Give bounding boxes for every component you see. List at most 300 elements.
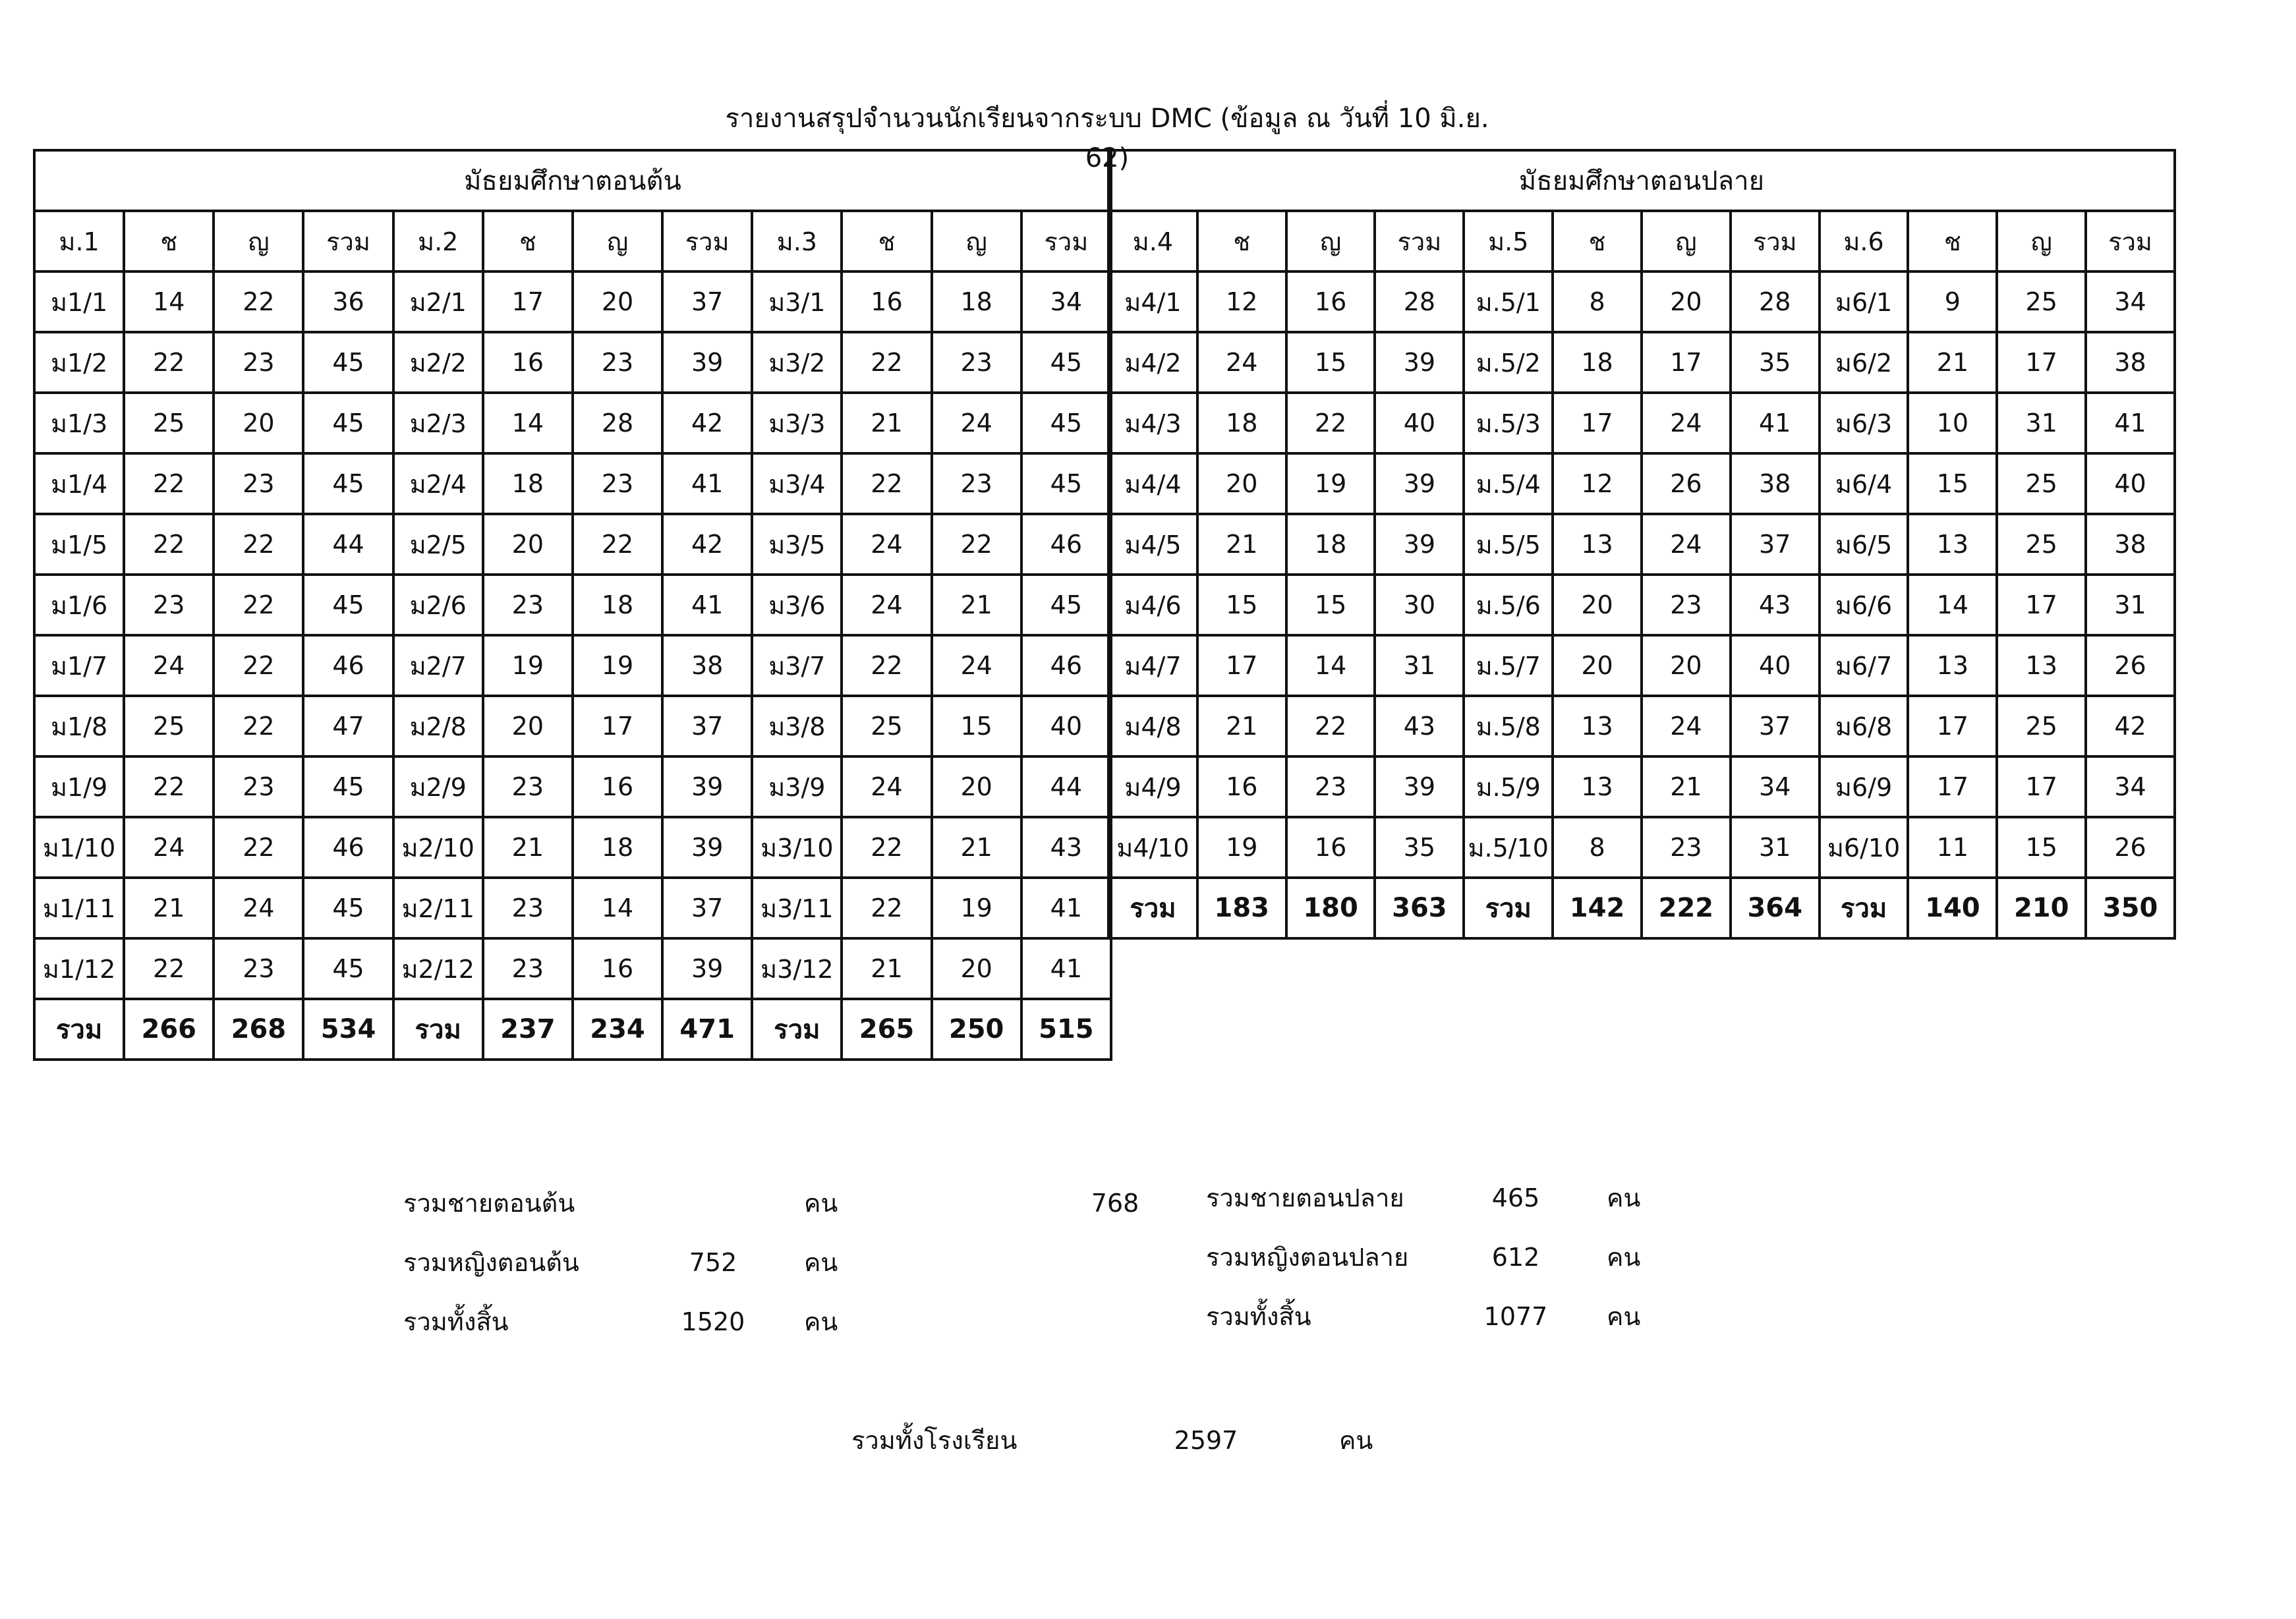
table-cell: 25: [842, 696, 931, 756]
table-cell: 23: [214, 332, 303, 393]
table-cell: ม.5/6: [1464, 575, 1553, 635]
summary-label: รวมชายตอนปลาย: [1206, 1183, 1404, 1212]
table-cell: ม1/10: [34, 817, 124, 878]
table-cell: 24: [214, 878, 303, 938]
column-header-row: [34, 211, 1111, 271]
table-row: [34, 696, 1111, 756]
table-cell: 21: [1908, 332, 1997, 393]
table-cell: ม3/9: [752, 756, 842, 817]
table-cell: ม2/2: [393, 332, 483, 393]
table-cell: 23: [483, 756, 573, 817]
table-cell: 13: [1997, 635, 2086, 696]
table-cell: ญ: [214, 211, 303, 271]
table-cell: 23: [214, 756, 303, 817]
table-cell: ม1/2: [34, 332, 124, 393]
table-cell: 22: [124, 332, 214, 393]
table-cell: 45: [303, 756, 393, 817]
table-cell: 15: [1286, 332, 1375, 393]
table-row: [34, 575, 1111, 635]
table-cell: 16: [573, 938, 662, 999]
summary-upper-girls: [1206, 1240, 1733, 1274]
table-cell: 45: [303, 332, 393, 393]
table-cell: 23: [1642, 817, 1731, 878]
table-cell: ม.5/5: [1464, 514, 1553, 575]
table-cell: 13: [1553, 514, 1642, 575]
table-cell: ม.6: [1820, 211, 1909, 271]
table-cell: 40: [1375, 393, 1464, 453]
table-cell: 45: [1021, 332, 1111, 393]
table-cell: 39: [1375, 453, 1464, 514]
table-cell: 14: [124, 271, 214, 332]
table-cell: 265: [842, 999, 931, 1060]
summary-value: 612: [1491, 1243, 1540, 1272]
table-cell: 18: [483, 453, 573, 514]
table-cell: 40: [2086, 453, 2175, 514]
table-cell: 25: [124, 393, 214, 453]
table-cell: 18: [932, 271, 1021, 332]
summary-lower-total: [403, 1305, 931, 1339]
summary-unit: คน: [1607, 1302, 1641, 1331]
table-cell: 14: [1908, 575, 1997, 635]
table-cell: 17: [1908, 756, 1997, 817]
table-cell: ม2/3: [393, 393, 483, 453]
table-cell: 45: [1021, 393, 1111, 453]
table-cell: 40: [1731, 635, 1820, 696]
table-cell: ม4/5: [1108, 514, 1197, 575]
table-cell: ม.5/2: [1464, 332, 1553, 393]
table-cell: 42: [2086, 696, 2175, 756]
table-cell: 23: [483, 575, 573, 635]
table-row: [34, 635, 1111, 696]
table-cell: 24: [1642, 393, 1731, 453]
table-cell: 31: [1375, 635, 1464, 696]
table-cell: 22: [124, 453, 214, 514]
table-cell: 23: [214, 938, 303, 999]
table-cell: ม3/2: [752, 332, 842, 393]
table-cell: 31: [1731, 817, 1820, 878]
summary-unit: คน: [804, 1189, 838, 1218]
table-cell: 15: [1997, 817, 2086, 878]
table-cell: 37: [1731, 696, 1820, 756]
table-cell: ม.5: [1464, 211, 1553, 271]
table-cell: 24: [842, 575, 931, 635]
table-cell: 17: [1908, 696, 1997, 756]
table-cell: 30: [1375, 575, 1464, 635]
grand-total-label: รวมทั้งโรงเรียน: [851, 1426, 1018, 1455]
totals-row: [1108, 878, 2175, 938]
table-cell: ช: [483, 211, 573, 271]
table-cell: ม3/5: [752, 514, 842, 575]
table-cell: 46: [303, 635, 393, 696]
table-cell: 23: [932, 332, 1021, 393]
table-cell: 47: [303, 696, 393, 756]
table-cell: 46: [1021, 514, 1111, 575]
table-cell: 22: [932, 514, 1021, 575]
table-cell: 22: [842, 332, 931, 393]
table-cell: 19: [573, 635, 662, 696]
table-cell: ช: [842, 211, 931, 271]
table-cell: รวม: [1108, 878, 1197, 938]
table-cell: ม1/5: [34, 514, 124, 575]
table-cell: 17: [1197, 635, 1286, 696]
table-cell: 28: [1731, 271, 1820, 332]
table-cell: ม1/3: [34, 393, 124, 453]
table-cell: รวม: [1021, 211, 1111, 271]
table-cell: 39: [662, 817, 752, 878]
table-cell: 16: [1286, 817, 1375, 878]
table-cell: 21: [932, 817, 1021, 878]
table-cell: 534: [303, 999, 393, 1060]
table-cell: 46: [1021, 635, 1111, 696]
totals-row: [34, 999, 1111, 1060]
table-cell: 21: [842, 938, 931, 999]
table-cell: 20: [1642, 271, 1731, 332]
table-cell: 22: [842, 453, 931, 514]
table-cell: 12: [1553, 453, 1642, 514]
table-row: [34, 332, 1111, 393]
table-cell: 515: [1021, 999, 1111, 1060]
summary-value: 752: [689, 1248, 737, 1277]
table-cell: 26: [2086, 817, 2175, 878]
table-cell: ม4/7: [1108, 635, 1197, 696]
table-row: [1108, 817, 2175, 878]
table-cell: 37: [662, 878, 752, 938]
table-cell: รวม: [752, 999, 842, 1060]
summary-label: รวมทั้งสิ้น: [403, 1307, 509, 1336]
table-cell: 16: [842, 271, 931, 332]
table-cell: 26: [1642, 453, 1731, 514]
table-cell: 25: [124, 696, 214, 756]
table-cell: รวม: [1464, 878, 1553, 938]
table-cell: 350: [2086, 878, 2175, 938]
table-cell: 34: [1731, 756, 1820, 817]
table-cell: 19: [483, 635, 573, 696]
table-cell: ม.3: [752, 211, 842, 271]
table-row: [1108, 453, 2175, 514]
table-cell: 471: [662, 999, 752, 1060]
table-cell: ม3/8: [752, 696, 842, 756]
table-cell: ม1/1: [34, 271, 124, 332]
table-row: [34, 271, 1111, 332]
table-cell: ม4/3: [1108, 393, 1197, 453]
table-cell: 25: [1997, 696, 2086, 756]
grand-total: [851, 1423, 1412, 1458]
table-cell: 13: [1553, 756, 1642, 817]
table-cell: 21: [1197, 696, 1286, 756]
table-cell: 22: [842, 878, 931, 938]
table-cell: 41: [2086, 393, 2175, 453]
table-cell: 10: [1908, 393, 1997, 453]
table-cell: 20: [932, 938, 1021, 999]
table-cell: ช: [1553, 211, 1642, 271]
table-cell: 17: [1553, 393, 1642, 453]
table-row: [34, 756, 1111, 817]
table-cell: 20: [932, 756, 1021, 817]
table-cell: 38: [1731, 453, 1820, 514]
table-cell: 24: [1197, 332, 1286, 393]
table-cell: 16: [483, 332, 573, 393]
table-row: [1108, 575, 2175, 635]
table-cell: 45: [303, 575, 393, 635]
summary-label: รวมชายตอนต้น: [403, 1189, 575, 1218]
table-cell: 21: [483, 817, 573, 878]
table-cell: 222: [1642, 878, 1731, 938]
table-cell: ม2/12: [393, 938, 483, 999]
table-cell: ม3/4: [752, 453, 842, 514]
table-cell: 268: [214, 999, 303, 1060]
table-cell: ม.5/9: [1464, 756, 1553, 817]
table-cell: 45: [303, 938, 393, 999]
table-cell: ม1/9: [34, 756, 124, 817]
table-cell: ม.2: [393, 211, 483, 271]
table-cell: 12: [1197, 271, 1286, 332]
table-cell: ม6/8: [1820, 696, 1909, 756]
table-cell: 22: [842, 817, 931, 878]
table-cell: 35: [1731, 332, 1820, 393]
table-cell: รวม: [1731, 211, 1820, 271]
table-cell: ม3/11: [752, 878, 842, 938]
table-cell: ม2/5: [393, 514, 483, 575]
table-cell: 183: [1197, 878, 1286, 938]
table-cell: ม.5/8: [1464, 696, 1553, 756]
summary-value: 1520: [681, 1307, 745, 1336]
grand-total-value: 2597: [1174, 1426, 1238, 1455]
table-cell: 23: [214, 453, 303, 514]
table-cell: 22: [573, 514, 662, 575]
table-cell: 24: [932, 635, 1021, 696]
table-cell: รวม: [303, 211, 393, 271]
table-cell: ม4/4: [1108, 453, 1197, 514]
summary-label: รวมทั้งสิ้น: [1206, 1302, 1311, 1331]
table-cell: 18: [1286, 514, 1375, 575]
table-cell: 16: [573, 756, 662, 817]
table-cell: 41: [662, 453, 752, 514]
table-cell: 21: [124, 878, 214, 938]
table-cell: 17: [483, 271, 573, 332]
table-cell: ม3/3: [752, 393, 842, 453]
table-row: [34, 817, 1111, 878]
table-row: [1108, 696, 2175, 756]
table-cell: ม1/7: [34, 635, 124, 696]
table-cell: ม1/12: [34, 938, 124, 999]
grand-total-unit: คน: [1339, 1426, 1373, 1455]
table-cell: 15: [932, 696, 1021, 756]
table-cell: 9: [1908, 271, 1997, 332]
table-cell: 15: [1908, 453, 1997, 514]
table-cell: 18: [573, 817, 662, 878]
table-cell: รวม: [1375, 211, 1464, 271]
table-cell: 21: [1197, 514, 1286, 575]
table-cell: 11: [1908, 817, 1997, 878]
table-cell: 17: [1997, 575, 2086, 635]
table-cell: 20: [483, 696, 573, 756]
table-cell: ม1/4: [34, 453, 124, 514]
table-cell: 19: [1197, 817, 1286, 878]
table-cell: 140: [1908, 878, 1997, 938]
summary-unit: คน: [804, 1248, 838, 1277]
table-cell: 22: [124, 938, 214, 999]
table-cell: รวม: [393, 999, 483, 1060]
table-cell: ช: [1908, 211, 1997, 271]
table-row: [34, 938, 1111, 999]
table-cell: 41: [1021, 878, 1111, 938]
table-cell: 14: [1286, 635, 1375, 696]
table-cell: 22: [214, 575, 303, 635]
summary-unit: คน: [1607, 1183, 1641, 1212]
table-cell: 21: [932, 575, 1021, 635]
table-cell: 14: [573, 878, 662, 938]
table-cell: 45: [1021, 575, 1111, 635]
table-cell: 142: [1553, 878, 1642, 938]
table-cell: 34: [2086, 756, 2175, 817]
table-cell: 41: [1731, 393, 1820, 453]
table-cell: ม2/6: [393, 575, 483, 635]
table-cell: 22: [214, 696, 303, 756]
table-cell: ม.5/10: [1464, 817, 1553, 878]
table-cell: 24: [124, 817, 214, 878]
table-cell: 17: [573, 696, 662, 756]
table-cell: 20: [1553, 635, 1642, 696]
table-cell: ม4/1: [1108, 271, 1197, 332]
table-cell: 22: [214, 271, 303, 332]
table-cell: 41: [662, 575, 752, 635]
table-cell: 22: [1286, 393, 1375, 453]
table-cell: 37: [662, 271, 752, 332]
table-cell: 31: [1997, 393, 2086, 453]
table-row: [1108, 756, 2175, 817]
table-cell: 20: [1197, 453, 1286, 514]
table-cell: ม3/10: [752, 817, 842, 878]
summary-lower-boys: [403, 1186, 1139, 1220]
table-cell: ม1/8: [34, 696, 124, 756]
table-cell: 24: [842, 514, 931, 575]
table-cell: รวม: [662, 211, 752, 271]
table-cell: รวม: [1820, 878, 1909, 938]
table-cell: ม6/5: [1820, 514, 1909, 575]
summary-unit: คน: [804, 1307, 838, 1336]
summary-unit: คน: [1607, 1243, 1641, 1272]
table-cell: ม2/7: [393, 635, 483, 696]
table-cell: 21: [842, 393, 931, 453]
table-cell: 15: [1286, 575, 1375, 635]
table-cell: ม.5/3: [1464, 393, 1553, 453]
table-cell: ม4/10: [1108, 817, 1197, 878]
table-cell: 22: [124, 514, 214, 575]
table-cell: ม.1: [34, 211, 124, 271]
table-row: [1108, 635, 2175, 696]
table-cell: ม1/6: [34, 575, 124, 635]
table-cell: 19: [1286, 453, 1375, 514]
table-cell: 35: [1375, 817, 1464, 878]
table-cell: 45: [1021, 453, 1111, 514]
table-cell: 24: [842, 756, 931, 817]
table-cell: 23: [573, 332, 662, 393]
table-cell: ม6/10: [1820, 817, 1909, 878]
section-header-upper: มัธยมศึกษาตอนปลาย: [1108, 150, 2175, 211]
table-cell: 37: [662, 696, 752, 756]
summary-value: 768: [1091, 1189, 1139, 1218]
table-cell: 42: [662, 514, 752, 575]
table-cell: 8: [1553, 817, 1642, 878]
table-cell: ญ: [932, 211, 1021, 271]
table-cell: ญ: [1286, 211, 1375, 271]
table-cell: ญ: [573, 211, 662, 271]
table-cell: 39: [662, 332, 752, 393]
table-cell: ม4/9: [1108, 756, 1197, 817]
table-cell: 28: [573, 393, 662, 453]
table-cell: 364: [1731, 878, 1820, 938]
table-cell: 20: [1553, 575, 1642, 635]
table-cell: ช: [124, 211, 214, 271]
table-cell: 363: [1375, 878, 1464, 938]
summary-label: รวมหญิงตอนต้น: [403, 1248, 579, 1277]
table-cell: 22: [214, 635, 303, 696]
table-cell: 20: [214, 393, 303, 453]
table-cell: 34: [1021, 271, 1111, 332]
table-cell: 18: [1197, 393, 1286, 453]
table-cell: 22: [214, 514, 303, 575]
table-cell: ม3/6: [752, 575, 842, 635]
table-cell: 21: [1642, 756, 1731, 817]
table-cell: 180: [1286, 878, 1375, 938]
table-row: [1108, 393, 2175, 453]
table-cell: 45: [303, 878, 393, 938]
table-cell: 22: [124, 756, 214, 817]
lower-secondary-table: [33, 149, 1112, 1061]
table-cell: 39: [1375, 756, 1464, 817]
table-cell: ม2/11: [393, 878, 483, 938]
table-cell: 25: [1997, 514, 2086, 575]
table-cell: 20: [1642, 635, 1731, 696]
table-cell: 36: [303, 271, 393, 332]
table-cell: 24: [1642, 514, 1731, 575]
table-cell: ม2/1: [393, 271, 483, 332]
table-cell: ม6/6: [1820, 575, 1909, 635]
table-row: [34, 453, 1111, 514]
table-cell: ม.5/7: [1464, 635, 1553, 696]
table-cell: 14: [483, 393, 573, 453]
table-cell: 42: [662, 393, 752, 453]
table-cell: 43: [1731, 575, 1820, 635]
table-cell: 24: [1642, 696, 1731, 756]
table-cell: ม2/4: [393, 453, 483, 514]
table-cell: ม2/8: [393, 696, 483, 756]
table-cell: ม4/8: [1108, 696, 1197, 756]
table-cell: 8: [1553, 271, 1642, 332]
table-cell: 210: [1997, 878, 2086, 938]
table-cell: 25: [1997, 271, 2086, 332]
table-cell: ม6/7: [1820, 635, 1909, 696]
table-cell: ม6/9: [1820, 756, 1909, 817]
table-cell: 34: [2086, 271, 2175, 332]
table-cell: ม6/1: [1820, 271, 1909, 332]
table-cell: 41: [1021, 938, 1111, 999]
table-cell: 13: [1908, 635, 1997, 696]
table-cell: 39: [1375, 332, 1464, 393]
table-cell: 23: [124, 575, 214, 635]
table-cell: ม3/7: [752, 635, 842, 696]
table-cell: ม2/10: [393, 817, 483, 878]
table-cell: 31: [2086, 575, 2175, 635]
table-cell: 250: [932, 999, 1021, 1060]
table-cell: ม6/3: [1820, 393, 1909, 453]
table-cell: 22: [214, 817, 303, 878]
section-header-lower: มัธยมศึกษาตอนต้น: [34, 150, 1111, 211]
table-cell: 16: [1197, 756, 1286, 817]
table-cell: ม3/1: [752, 271, 842, 332]
table-cell: 39: [662, 756, 752, 817]
table-cell: 23: [483, 938, 573, 999]
